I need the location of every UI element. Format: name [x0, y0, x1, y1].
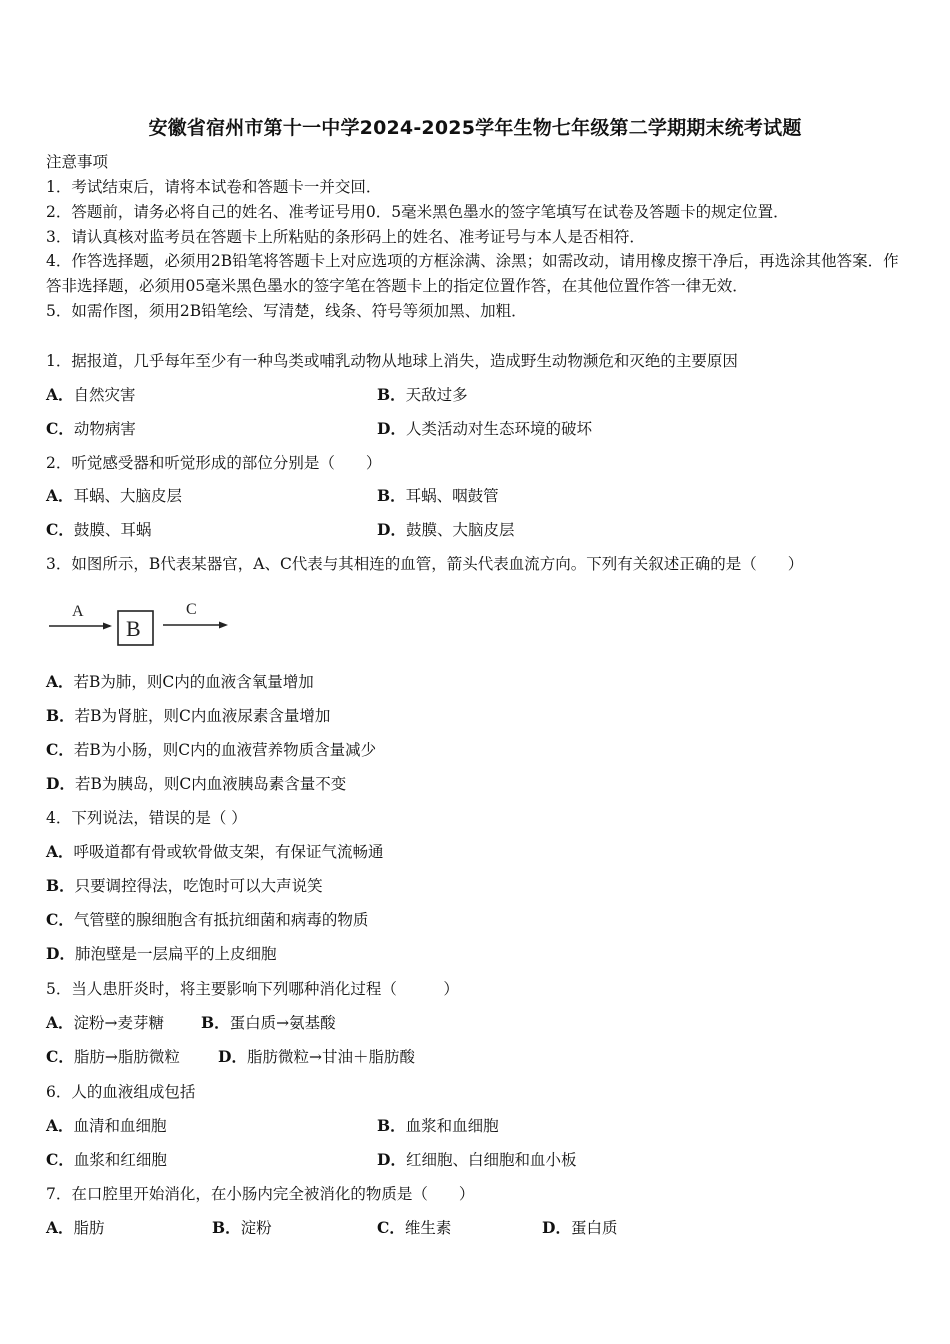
question-5-option-d: [218, 1047, 415, 1067]
option-letter: A．: [46, 672, 74, 691]
question-1-option-c: [46, 419, 136, 439]
option-text: 蛋白质→氨基酸: [229, 1014, 336, 1032]
option-letter: D．: [377, 1150, 406, 1169]
question-3-option-d: [46, 774, 346, 794]
option-letter: A．: [46, 842, 74, 861]
option-letter: B．: [377, 486, 406, 505]
question-7-option-d: [542, 1218, 617, 1238]
notice-item-3: 3．请认真核对监考员在答题卡上所粘贴的条形码上的姓名、准考证号与本人是否相符．: [46, 228, 645, 246]
option-letter: B．: [377, 385, 406, 404]
option-text: 若B为肺，则C内的血液含氧量增加: [73, 673, 314, 691]
option-text: 鼓膜、耳蜗: [73, 521, 152, 539]
option-letter: A．: [46, 1116, 74, 1135]
option-text: 鼓膜、大脑皮层: [405, 521, 515, 539]
option-letter: A．: [46, 1218, 74, 1237]
question-4-option-b: [46, 876, 323, 896]
question-6-option-d: [377, 1150, 576, 1170]
notice-heading: 注意事项: [46, 153, 109, 171]
question-7-stem: 7．在口腔里开始消化，在小肠内完全被消化的物质是（ ）: [46, 1185, 475, 1203]
option-text: 红细胞、白细胞和血小板: [405, 1151, 577, 1169]
option-text: 脂肪微粒→甘油＋脂肪酸: [246, 1048, 415, 1066]
option-text: 若B为小肠，则C内的血液营养物质含量减少: [73, 741, 377, 759]
question-2-option-a: [46, 486, 182, 506]
question-1-option-b: [377, 385, 468, 405]
question-5-stem: 5．当人患肝炎时，将主要影响下列哪种消化过程（ ）: [46, 980, 459, 998]
option-text: 若B为胰岛，则C内血液胰岛素含量不变: [74, 775, 347, 793]
option-text: 人类活动对生态环境的破坏: [405, 420, 592, 438]
option-text: 脂肪: [73, 1219, 105, 1237]
option-letter: C．: [46, 740, 74, 759]
option-text: 维生素: [404, 1219, 452, 1237]
question-4-stem: 4．下列说法，错误的是（ ）: [46, 809, 247, 827]
question-6-option-b: [377, 1116, 499, 1136]
option-text: 蛋白质: [570, 1219, 618, 1237]
option-letter: D．: [46, 944, 75, 963]
option-text: 若B为肾脏，则C内血液尿素含量增加: [74, 707, 331, 725]
option-letter: B．: [46, 876, 75, 895]
option-letter: C．: [46, 520, 74, 539]
option-letter: D．: [377, 520, 406, 539]
option-text: 只要调控得法，吃饱时可以大声说笑: [74, 877, 323, 895]
option-letter: D．: [218, 1047, 247, 1066]
notice-item-2: 2．答题前，请务必将自己的姓名、准考证号用0．5毫米黑色墨水的签字笔填写在试卷及答题卡的规定位置．: [46, 203, 789, 221]
option-letter: C．: [46, 910, 74, 929]
notice-item-1: 1．考试结束后，请将本试卷和答题卡一并交回．: [46, 178, 382, 196]
option-letter: D．: [46, 774, 75, 793]
vessel-c-label: C: [186, 601, 197, 618]
notice-item-4: 4．作答选择题，必须用2B铅笔将答题卡上对应选项的方框涂满、涂黑；如需改动，请用橡皮擦干净后，再选涂其他答案．作答非选择题，必须用05毫米黑色墨水的签字笔在答题卡上的指定位置作答，在其他位置作答一律无效．: [46, 252, 899, 295]
question-1-stem: 1．据报道，几乎每年至少有一种鸟类或哺乳动物从地球上消失，造成野生动物濒危和灭绝的主要原因: [46, 352, 738, 370]
question-2-option-d: [377, 520, 514, 540]
vessel-a-label: A: [72, 603, 84, 620]
option-text: 血浆和红细胞: [73, 1151, 167, 1169]
option-letter: C．: [46, 1150, 74, 1169]
option-letter: B．: [46, 706, 75, 725]
option-letter: C．: [46, 419, 74, 438]
organ-b-label: B: [126, 616, 141, 641]
option-letter: D．: [542, 1218, 571, 1237]
option-text: 自然灾害: [73, 386, 136, 404]
option-text: 肺泡壁是一层扁平的上皮细胞: [74, 945, 277, 963]
option-text: 呼吸道都有骨或软骨做支架，有保证气流畅通: [73, 843, 384, 861]
option-letter: C．: [46, 1047, 74, 1066]
option-letter: A．: [46, 385, 74, 404]
option-letter: A．: [46, 486, 74, 505]
question-1-option-d: [377, 419, 592, 439]
arrow-c-icon: [219, 622, 228, 629]
question-7-option-c: [377, 1218, 451, 1238]
arrow-a-icon: [103, 623, 112, 630]
question-5-option-b: [201, 1013, 336, 1033]
option-letter: B．: [377, 1116, 406, 1135]
question-4-option-d: [46, 944, 276, 964]
question-6-option-c: [46, 1150, 167, 1170]
blood-flow-diagram: [46, 596, 246, 652]
question-2-option-b: [377, 486, 499, 506]
question-2-stem: 2．听觉感受器和听觉形成的部位分别是（ ）: [46, 454, 382, 472]
question-2-option-c: [46, 520, 151, 540]
question-6-option-a: [46, 1116, 167, 1136]
option-text: 血清和血细胞: [73, 1117, 167, 1135]
question-5-option-c: [46, 1047, 180, 1067]
question-6-stem: 6．人的血液组成包括: [46, 1083, 196, 1101]
question-3-stem: 3．如图所示，B代表某器官，A、C代表与其相连的血管，箭头代表血流方向。下列有关叙述正确的是（ ）: [46, 555, 804, 573]
option-text: 淀粉: [240, 1219, 272, 1237]
option-letter: B．: [212, 1218, 241, 1237]
question-7-option-b: [212, 1218, 272, 1238]
question-3-option-b: [46, 706, 330, 726]
option-text: 气管壁的腺细胞含有抵抗细菌和病毒的物质: [73, 911, 369, 929]
question-4-option-c: [46, 910, 368, 930]
question-3-option-c: [46, 740, 376, 760]
option-letter: B．: [201, 1013, 230, 1032]
option-text: 血浆和血细胞: [405, 1117, 499, 1135]
option-text: 动物病害: [73, 420, 136, 438]
question-7-option-a: [46, 1218, 105, 1238]
notice-item-5: 5．如需作图，须用2B铅笔绘、写清楚，线条、符号等须加黑、加粗．: [46, 302, 527, 320]
question-3-option-a: [46, 672, 314, 692]
option-letter: D．: [377, 419, 406, 438]
page-title: 安徽省宿州市第十一中学2024-2025学年生物七年级第二学期期末统考试题: [148, 117, 802, 139]
option-text: 耳蜗、咽鼓管: [405, 487, 499, 505]
option-text: 脂肪→脂肪微粒: [73, 1048, 180, 1066]
option-letter: A．: [46, 1013, 74, 1032]
question-5-option-a: [46, 1013, 164, 1033]
option-text: 淀粉→麦芽糖: [73, 1014, 165, 1032]
question-1-option-a: [46, 385, 136, 405]
option-text: 耳蜗、大脑皮层: [73, 487, 183, 505]
option-text: 天敌过多: [405, 386, 468, 404]
question-4-option-a: [46, 842, 384, 862]
option-letter: C．: [377, 1218, 405, 1237]
